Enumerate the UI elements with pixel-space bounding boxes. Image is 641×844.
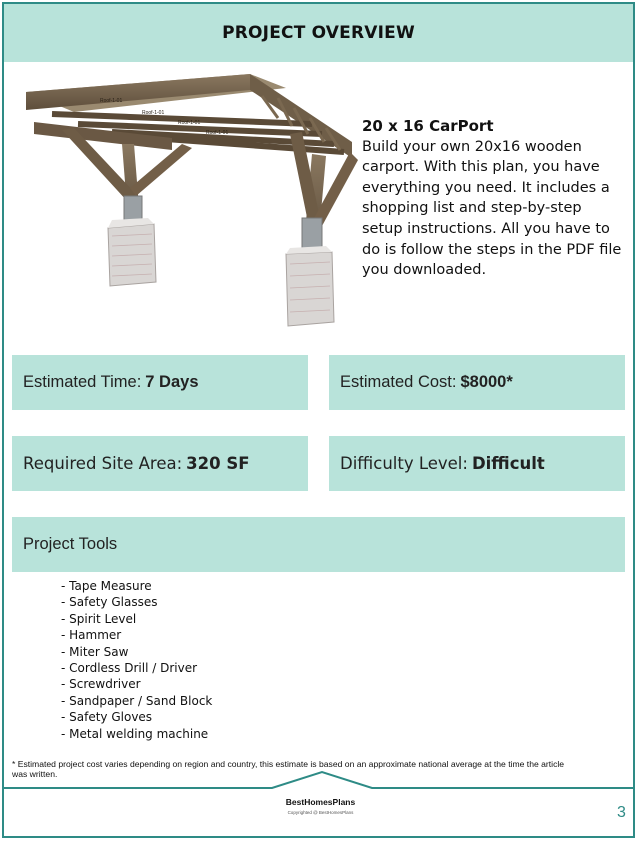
estimated-cost-box [329, 355, 625, 410]
list-item: - Tape Measure [61, 579, 152, 593]
difficulty-value: Difficult [471, 454, 545, 473]
footer-divider [4, 770, 633, 790]
description-body: Build your own 20x16 wooden carport. With this plan, you have everything you need. It includes a shopping list and step-by-step setup instructions. All you have to do is follow the steps in the PDF file you downloaded. [362, 138, 622, 279]
beam-label: Roof-1-01 [142, 110, 165, 116]
difficulty-box [329, 436, 625, 491]
page-number: 3 [617, 804, 626, 821]
cost-footnote: * Estimated project cost varies depending on region and country, this estimate is based on an approximate national average at the time the article was written. [12, 759, 565, 779]
site-area-label: Required Site Area: [23, 454, 183, 473]
carport-illustration [22, 68, 358, 330]
list-item: - Spirit Level [61, 611, 137, 626]
estimated-cost-value: $8000* [460, 373, 513, 391]
list-item: - Safety Glasses [61, 595, 158, 610]
footer-copyright: Copyrighted @ BestHomesPlans [287, 810, 354, 815]
estimated-time-box [12, 355, 308, 410]
footer-brand: BestHomesPlans [285, 797, 356, 807]
beam-label: Roof-1-01 [178, 120, 201, 126]
beam-label: Roof-1-01 [100, 98, 123, 104]
beam-label: Roof-1-01 [206, 130, 229, 136]
page-title: PROJECT OVERVIEW [4, 4, 633, 62]
list-item: - Hammer [61, 628, 122, 643]
estimated-cost-label: Estimated Cost: [340, 373, 457, 391]
difficulty-label: Difficulty Level: [340, 454, 468, 473]
list-item: - Sandpaper / Sand Block [61, 693, 213, 708]
list-item: - Cordless Drill / Driver [61, 661, 198, 676]
list-item: - Screwdriver [61, 677, 141, 692]
tools-list [61, 578, 212, 742]
project-description [362, 116, 624, 281]
site-area-value: 320 SF [186, 454, 250, 473]
list-item: - Metal welding machine [61, 726, 209, 741]
project-tools-heading: Project Tools [12, 517, 625, 572]
estimated-time-label: Estimated Time: [23, 373, 142, 391]
estimated-time-value: 7 Days [145, 373, 199, 391]
site-area-box [12, 436, 308, 491]
description-title: 20 x 16 CarPort [362, 117, 494, 135]
list-item: - Safety Gloves [61, 710, 153, 725]
list-item: - Miter Saw [61, 644, 129, 659]
